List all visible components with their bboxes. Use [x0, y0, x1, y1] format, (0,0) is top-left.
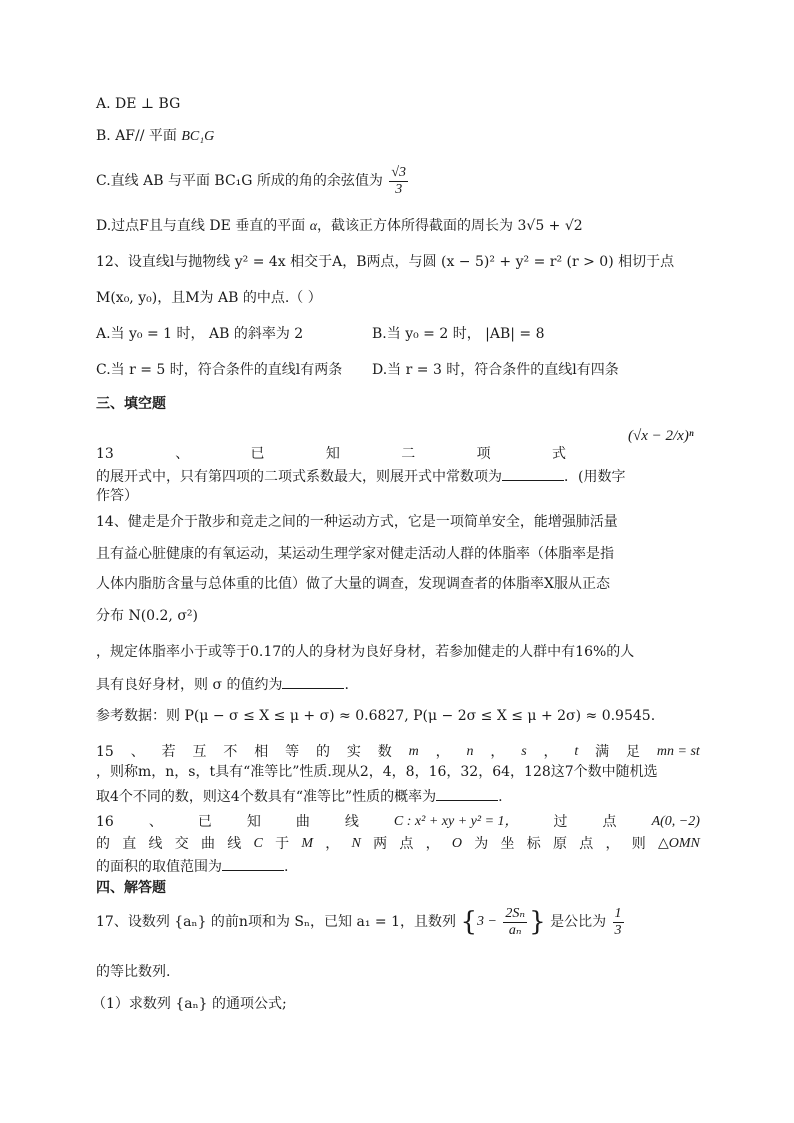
question-17-line1: 17、设数列 {aₙ} 的前n项和为 Sₙ，已知 a₁ = 1，且数列 {3 − $\frac{\text{2Sₙ}}{\text{aₙ}}$ } 是公比为 $\frac{1}{3}$ — [96, 905, 622, 938]
question-15-line3: 取4个不同的数，则这4个数具有“准等比”性质的概率为 . — [96, 786, 503, 807]
question-15-line1: 15 、 若 互 不 相 等 的 实 数 m ， n ， s ， t 满 足 mn = st — [96, 744, 700, 760]
section-heading-solutions: 四、解答题 — [96, 880, 166, 896]
question-12-line2: M(x₀, y₀)，且M为 AB 的中点.（ ） — [96, 290, 322, 306]
question-16-line2: 的 直 线 交 曲 线 C 于 M ， N 两 点 ， O 为 坐 标 原 点 ， 则 △OMN — [96, 836, 700, 852]
question-12-line1: 12、设直线l与抛物线 y² = 4x 相交于A，B两点，与圆 (x − 5)² + y² = r² (r > 0) 相切于点 — [96, 254, 675, 270]
question-13-line2: 的展开式中，只有第四项的二项式系数最大，则展开式中常数项为 ．(用数字 — [96, 466, 625, 487]
option-c: C.直线 AB 与平面 BC₁G 所成的角的余弦值为 $\frac{√3}{3}$ — [96, 164, 407, 197]
answer-blank-13[interactable] — [502, 466, 564, 481]
question-14-reference-data: 参考数据：则 P(μ − σ ≤ X ≤ μ + σ) ≈ 0.6827, P(μ − 2σ ≤ X ≤ μ + 2σ) ≈ 0.9545. — [96, 708, 656, 724]
answer-blank-14[interactable] — [282, 674, 344, 689]
question-12-options-cd: C.当 r = 5 时，符合条件的直线l有两条 D.当 r = 3 时，符合条件的直线l有四条 — [96, 362, 619, 378]
option-b: B. AF// 平面 BC₁G — [96, 128, 215, 144]
question-14-line1: 14、健走是介于散步和竞走之间的一种运动方式，它是一项简单安全，能增强肺活量 — [96, 514, 618, 530]
question-15-line2: ，则称m，n，s，t具有“准等比”性质.现从2，4，8，16，32，64，128这7个数中随机选 — [96, 764, 658, 780]
option-a: A. DE ⊥ BG — [96, 96, 181, 112]
question-17-line2: 的等比数列. — [96, 964, 171, 980]
question-13-line1: 13 、 已 知 二 项 式 (√x − 2/x)ⁿ — [96, 428, 694, 462]
question-13-line3: 作答） — [96, 488, 138, 504]
question-17-part1: （1）求数列 {aₙ} 的通项公式; — [92, 996, 287, 1012]
answer-blank-16[interactable] — [222, 856, 284, 871]
binomial-expression: (√x − 2/x)ⁿ — [628, 428, 694, 444]
section-heading-fill-blank: 三、填空题 — [96, 396, 166, 412]
question-16-line1: 16 、 已 知 曲 线 C : x² + xy + y² = 1， 过 点 A(0, −2) — [96, 814, 700, 830]
question-14-line6: 具有良好身材，则 σ 的值约为 . — [96, 674, 349, 695]
question-12-options-ab: A.当 y₀ = 1 时， AB 的斜率为 2 B.当 y₀ = 2 时， |AB| = 8 — [96, 326, 545, 342]
question-14-line3: 人体内脂肪含量与总体重的比值）做了大量的调查，发现调查者的体脂率X服从正态 — [96, 576, 610, 592]
question-16-line3: 的面积的取值范围为 . — [96, 856, 288, 877]
option-d: D.过点F且与直线 DE 垂直的平面 α，截该正方体所得截面的周长为 3√5 + √2 — [96, 218, 583, 234]
question-14-line2: 且有益心脏健康的有氧运动，某运动生理学家对健走活动人群的体脂率（体脂率是指 — [96, 546, 614, 562]
question-14-line4: 分布 N(0.2, σ²) — [96, 608, 198, 624]
question-14-line5: ，规定体脂率小于或等于0.17的人的身材为良好身材，若参加健走的人群中有16%的人 — [96, 644, 635, 660]
answer-blank-15[interactable] — [436, 786, 498, 801]
